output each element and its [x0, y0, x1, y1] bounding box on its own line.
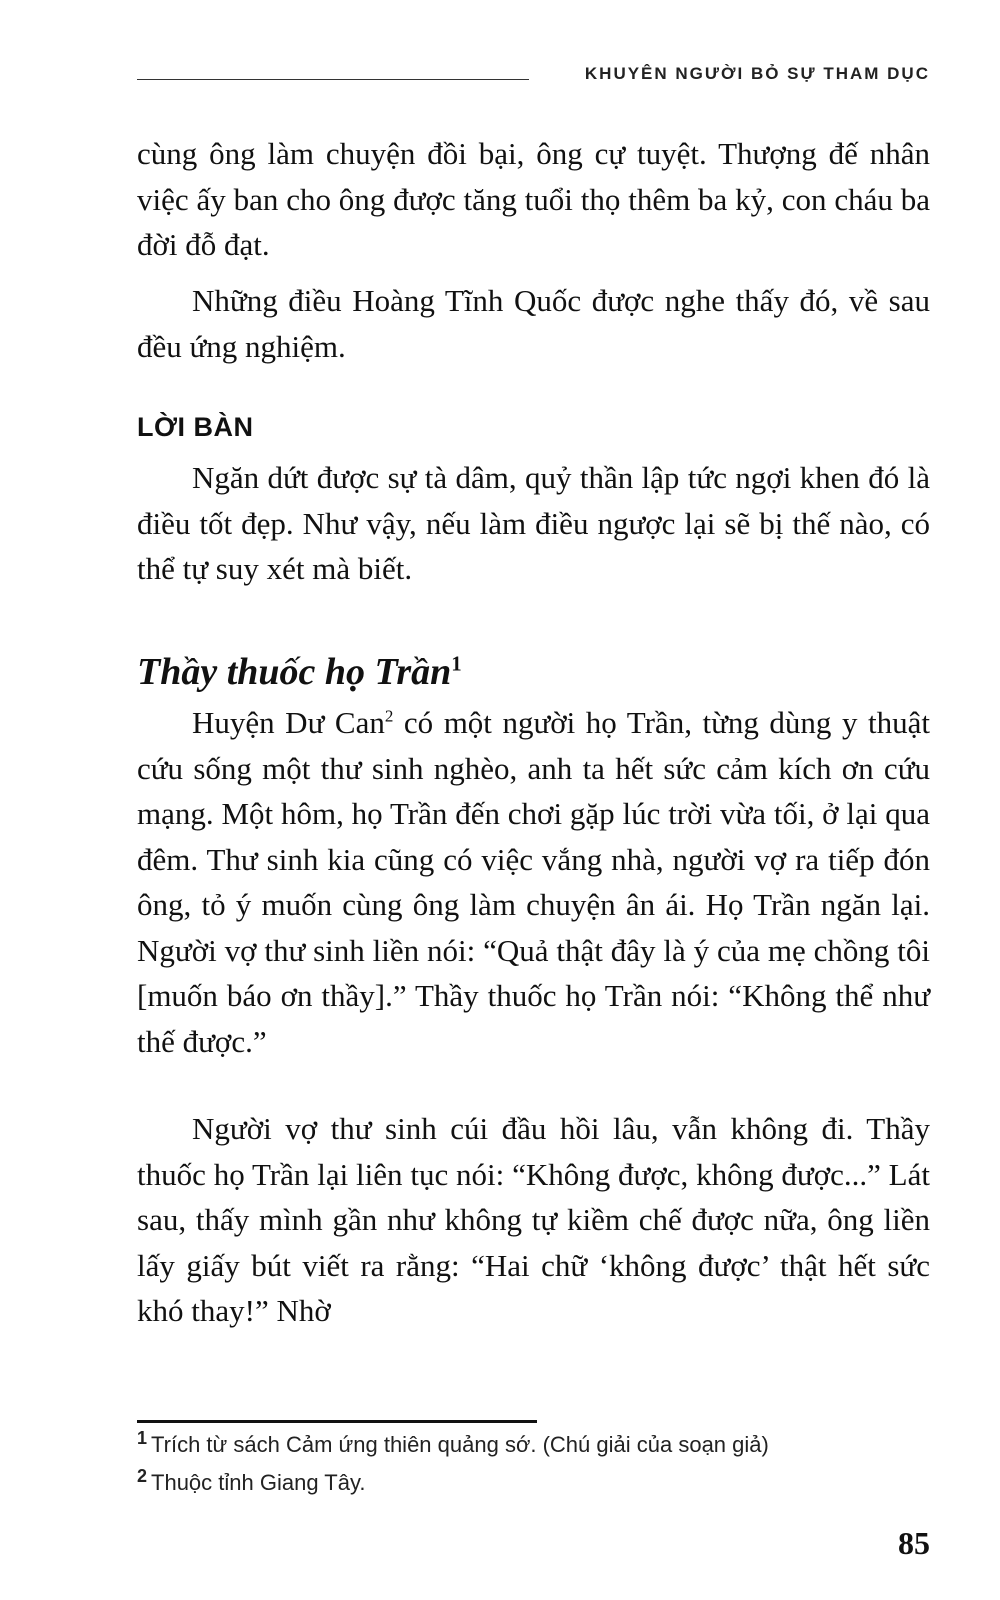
header-rule: [137, 79, 529, 80]
footnote-1-text: Trích từ sách Cảm ứng thiên quảng sớ. (Chú giải của soạn giả): [151, 1432, 769, 1457]
paragraph-3: Ngăn dứt được sự tà dâm, quỷ thần lập tức ngợi khen đó là điều tốt đẹp. Như vậy, nếu làm điều ngược lại sẽ bị thế nào, có thể tự suy xét mà biết.: [137, 460, 930, 586]
paragraph-5: Người vợ thư sinh cúi đầu hồi lâu, vẫn không đi. Thầy thuốc họ Trần lại liên tục nói: “Không được, không được...” Lát sau, thấy mình gần như không tự kiềm chế được nữa, ông liền lấy giấy bút viết ra rằng: “Hai chữ ‘không được’ thật hết sức khó thay!” Nhờ: [137, 1111, 930, 1328]
page-number: 85: [898, 1525, 930, 1561]
paragraph-4-start: Huyện Dư Can: [192, 705, 385, 740]
story-title-text: Thầy thuốc họ Trần: [137, 651, 452, 693]
footnote-2-mark: 2: [137, 1465, 148, 1486]
footnote-ref-1: 1: [451, 651, 462, 676]
footnote-1-mark: 1: [137, 1427, 148, 1448]
footnote-ref-2: 2: [384, 706, 394, 726]
running-head: KHUYÊN NGƯỜI BỎ SỰ THAM DỤC: [584, 64, 930, 83]
footnote-1: [137, 1427, 930, 1458]
footnote-2: [137, 1465, 930, 1496]
section-label-loi-ban: LỜI BÀN: [137, 412, 254, 442]
story-title: [137, 650, 462, 694]
paragraph-1: cùng ông làm chuyện đồi bại, ông cự tuyệt. Thượng đế nhân việc ấy ban cho ông được tăng tuổi thọ thêm ba kỷ, con cháu ba đời đỗ đạt.: [137, 136, 930, 262]
paragraph-4-rest: có một người họ Trần, từng dùng y thuật cứu sống một thư sinh nghèo, anh ta hết sức cảm kích ơn cứu mạng. Một hôm, họ Trần đến chơi gặp lúc trời vừa tối, ở lại qua đêm. Thư sinh kia cũng có việc vắng nhà, người vợ ra tiếp đón ông, tỏ ý muốn cùng ông làm chuyện ân ái. Họ Trần ngăn lại. Người vợ thư sinh liền nói: “Quả thật đây là ý của mẹ chồng tôi [muốn báo ơn thầy].” Thầy thuốc họ Trần nói: “Không thể như thế được.”: [137, 705, 930, 1059]
footnote-2-text: Thuộc tỉnh Giang Tây.: [151, 1470, 366, 1495]
paragraph-4: [137, 700, 930, 1064]
footnote-rule: [137, 1420, 537, 1423]
paragraph-2: Những điều Hoàng Tĩnh Quốc được nghe thấy đó, về sau đều ứng nghiệm.: [137, 283, 930, 364]
